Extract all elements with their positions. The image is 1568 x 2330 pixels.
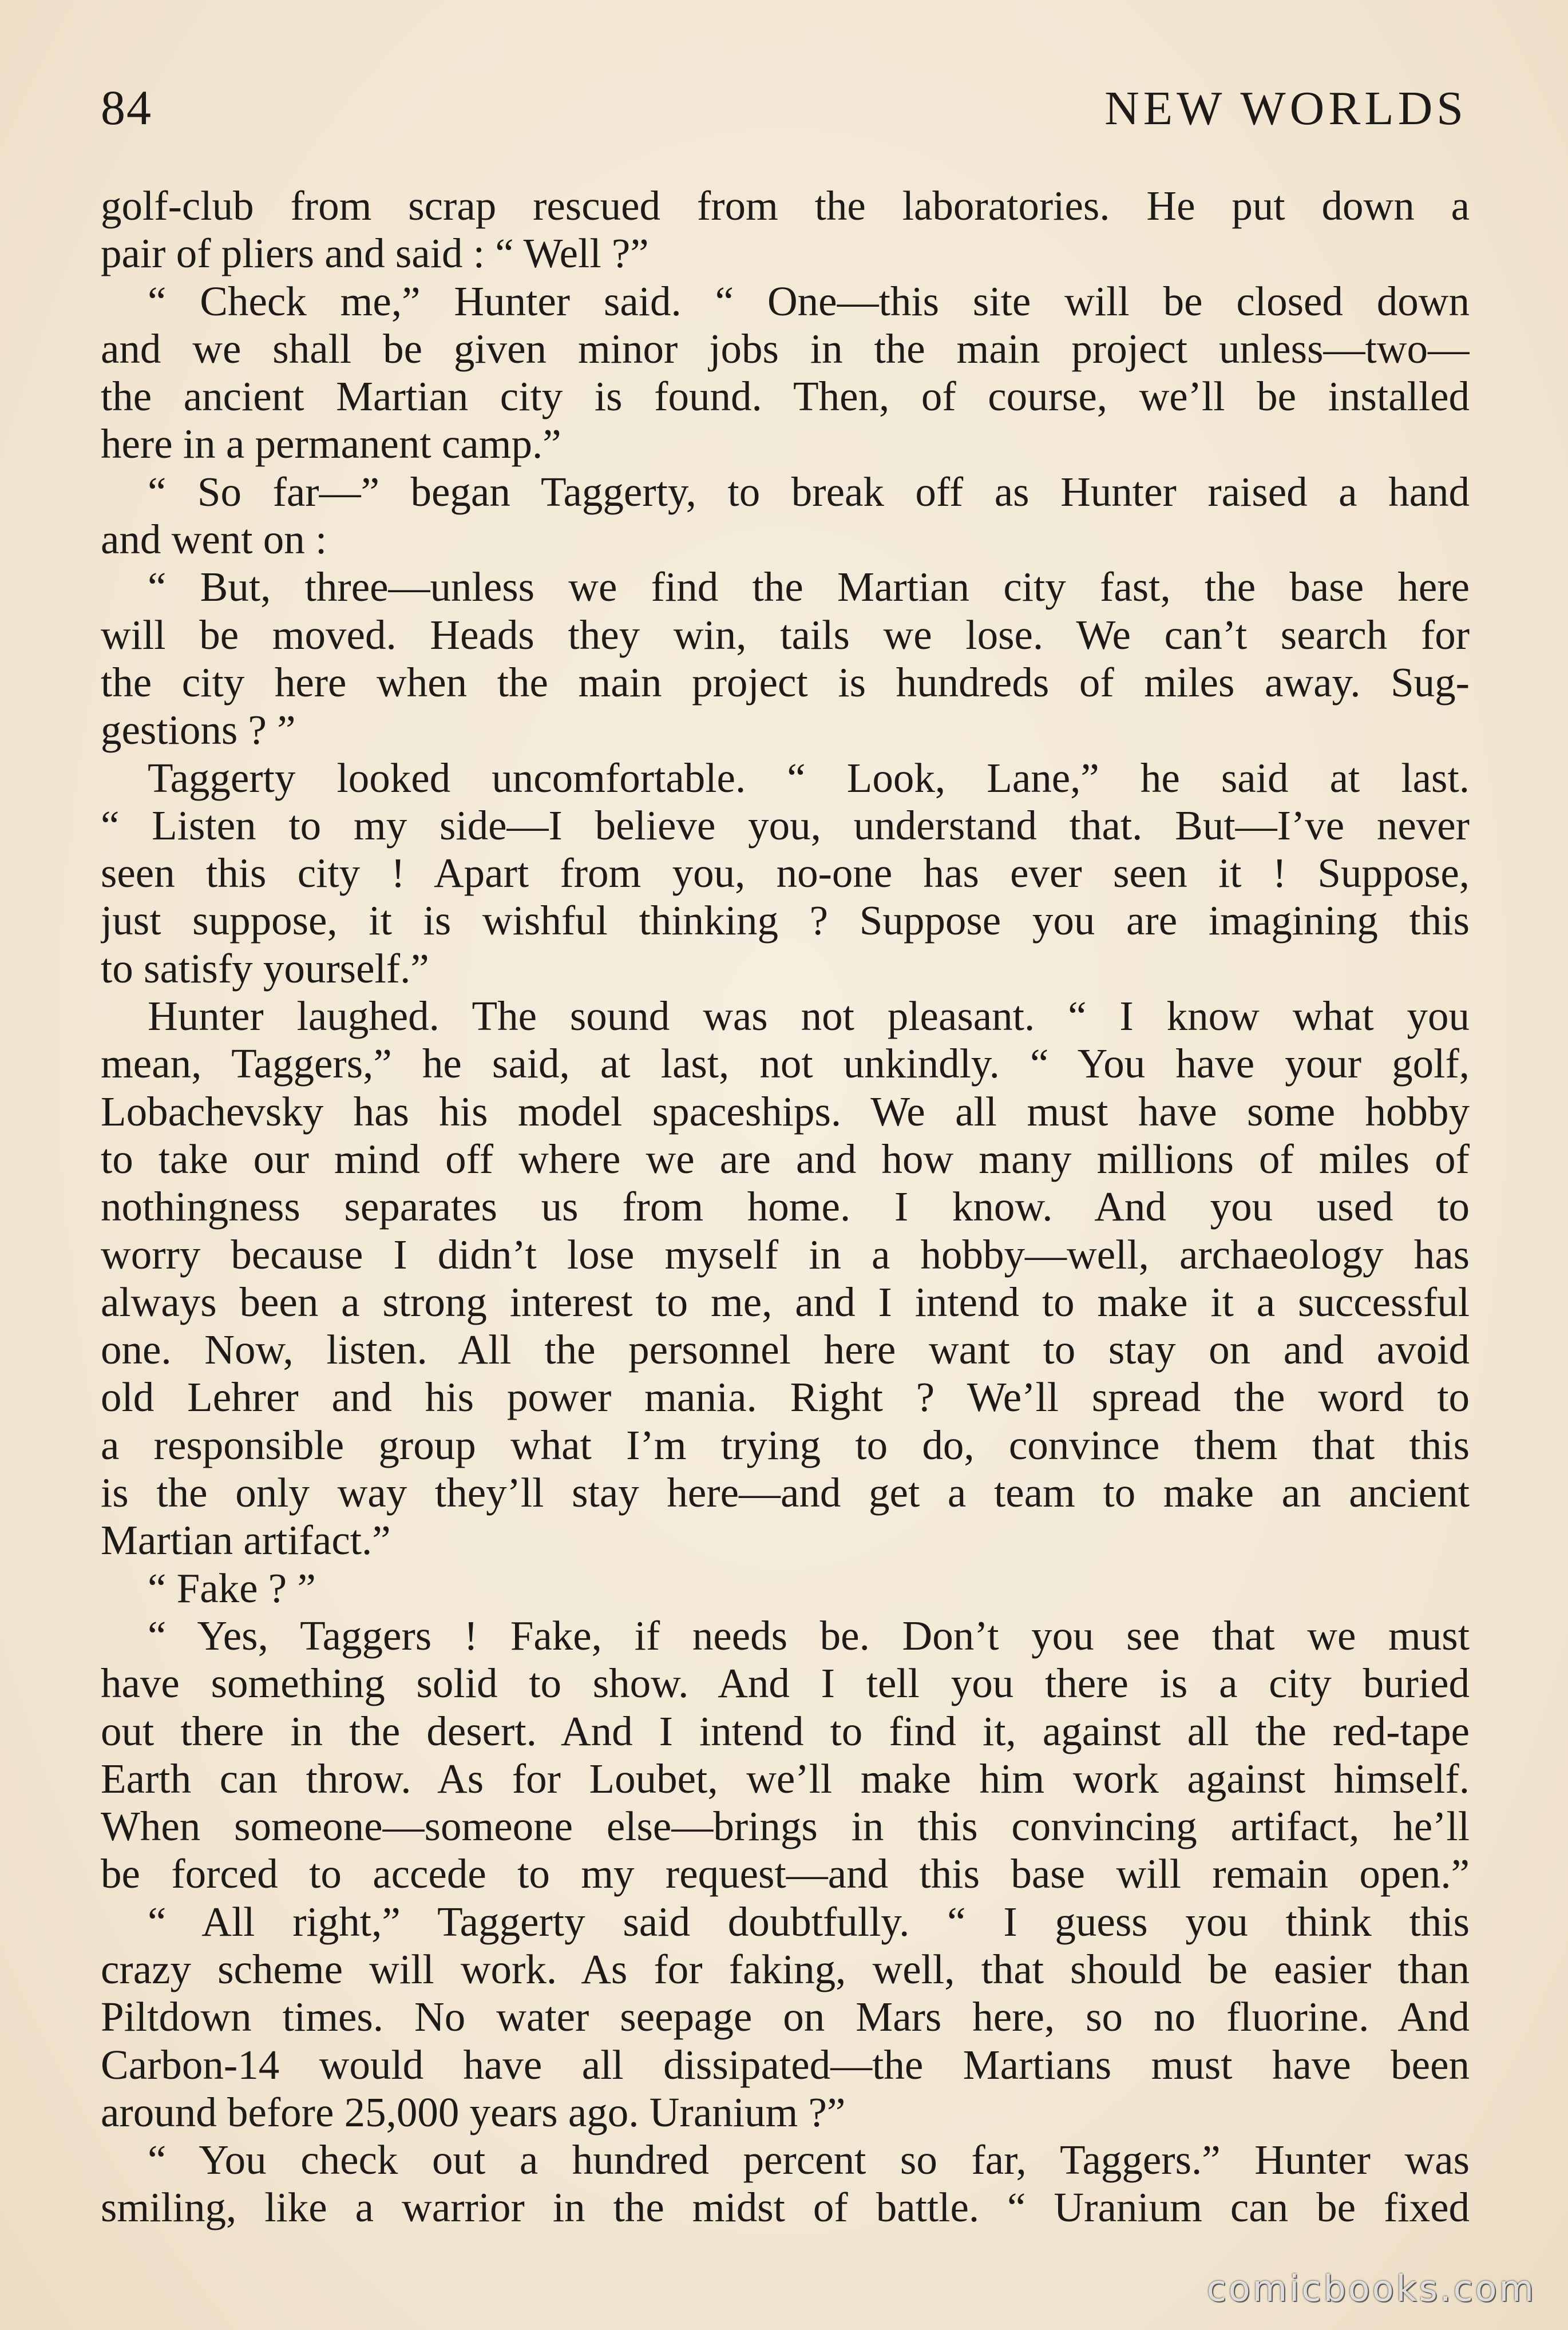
text-line: nothingness separates us from home. I know. And you used to — [101, 1183, 1470, 1230]
running-title: NEW WORLDS — [1104, 82, 1467, 135]
text-line: old Lehrer and his power mania. Right ? We’ll spread the word to — [101, 1374, 1470, 1421]
text-line: mean, Taggers,” he said, at last, not unkindly. “ You have your golf, — [101, 1040, 1470, 1087]
text-line: Taggerty looked uncomfortable. “ Look, Lane,” he said at last. — [148, 754, 1470, 801]
text-line: out there in the desert. And I intend to find it, against all the red-tape — [101, 1707, 1470, 1754]
text-line: “ Yes, Taggers ! Fake, if needs be. Don’t you see that we must — [148, 1612, 1470, 1659]
text-line: “ You check out a hundred percent so far, Taggers.” Hunter was — [148, 2137, 1470, 2184]
text-line: and we shall be given minor jobs in the main project unless—two— — [101, 325, 1470, 372]
text-line: be forced to accede to my request—and this base will remain open.” — [101, 1850, 1470, 1897]
text-line: Martian artifact.” — [101, 1517, 391, 1564]
watermark: comicbooks.com — [1206, 2268, 1536, 2309]
text-line: pair of pliers and said : “ Well ?” — [101, 230, 649, 277]
text-line: golf-club from scrap rescued from the laboratories. He put down a — [101, 183, 1470, 229]
text-line: just suppose, it is wishful thinking ? Suppose you are imagining this — [101, 897, 1470, 944]
text-line: will be moved. Heads they win, tails we lose. We can’t search for — [101, 611, 1470, 658]
text-line: a responsible group what I’m trying to do, convince them that this — [101, 1421, 1470, 1468]
text-line: here in a permanent camp.” — [101, 421, 561, 467]
text-line: worry because I didn’t lose myself in a hobby—well, archaeology has — [101, 1231, 1470, 1278]
text-line: crazy scheme will work. As for faking, well, that should be easier than — [101, 1945, 1470, 1992]
text-line: Piltdown times. No water seepage on Mars here, so no fluorine. And — [101, 1994, 1470, 2040]
text-line: the city here when the main project is hundreds of miles away. Sug- — [101, 659, 1470, 706]
text-line: “ Check me,” Hunter said. “ One—this site will be closed down — [148, 278, 1470, 324]
text-line: to take our mind off where we are and how many millions of miles of — [101, 1135, 1470, 1182]
text-line: is the only way they’ll stay here—and get a team to make an ancient — [101, 1469, 1470, 1516]
text-line: always been a strong interest to me, and I intend to make it a successful — [101, 1278, 1470, 1325]
text-line: around before 25,000 years ago. Uranium ?” — [101, 2089, 846, 2135]
body-text — [101, 182, 1470, 2232]
text-line: “ All right,” Taggerty said doubtfully. “ I guess you think this — [148, 1898, 1470, 1945]
text-line: Hunter laughed. The sound was not pleasant. “ I know what you — [148, 993, 1470, 1040]
text-line: gestions ? ” — [101, 707, 296, 754]
text-line: the ancient Martian city is found. Then, of course, we’ll be installed — [101, 373, 1470, 420]
text-line: have something solid to show. And I tell you there is a city buried — [101, 1660, 1470, 1707]
page-number: 84 — [101, 80, 152, 135]
text-line: “ Listen to my side—I believe you, understand that. But—I’ve never — [101, 802, 1470, 849]
text-line: “ So far—” began Taggerty, to break off as Hunter raised a hand — [148, 468, 1470, 515]
text-line: Carbon-14 would have all dissipated—the Martians must have been — [101, 2041, 1470, 2088]
text-line: “ Fake ? ” — [148, 1564, 316, 1611]
text-line: to satisfy yourself.” — [101, 945, 429, 992]
text-line: When someone—someone else—brings in this convincing artifact, he’ll — [101, 1803, 1470, 1850]
text-line: one. Now, listen. All the personnel here want to stay on and avoid — [101, 1326, 1470, 1373]
text-line: “ But, three—unless we find the Martian city fast, the base here — [148, 564, 1470, 611]
text-line: smiling, like a warrior in the midst of battle. “ Uranium can be fixed — [101, 2184, 1470, 2231]
text-line: Lobachevsky has his model spaceships. We all must have some hobby — [101, 1088, 1470, 1135]
text-line: Earth can throw. As for Loubet, we’ll make him work against himself. — [101, 1755, 1470, 1802]
text-line: seen this city ! Apart from you, no-one has ever seen it ! Suppose, — [101, 850, 1470, 897]
running-head — [101, 79, 1467, 142]
text-line: and went on : — [101, 516, 327, 563]
